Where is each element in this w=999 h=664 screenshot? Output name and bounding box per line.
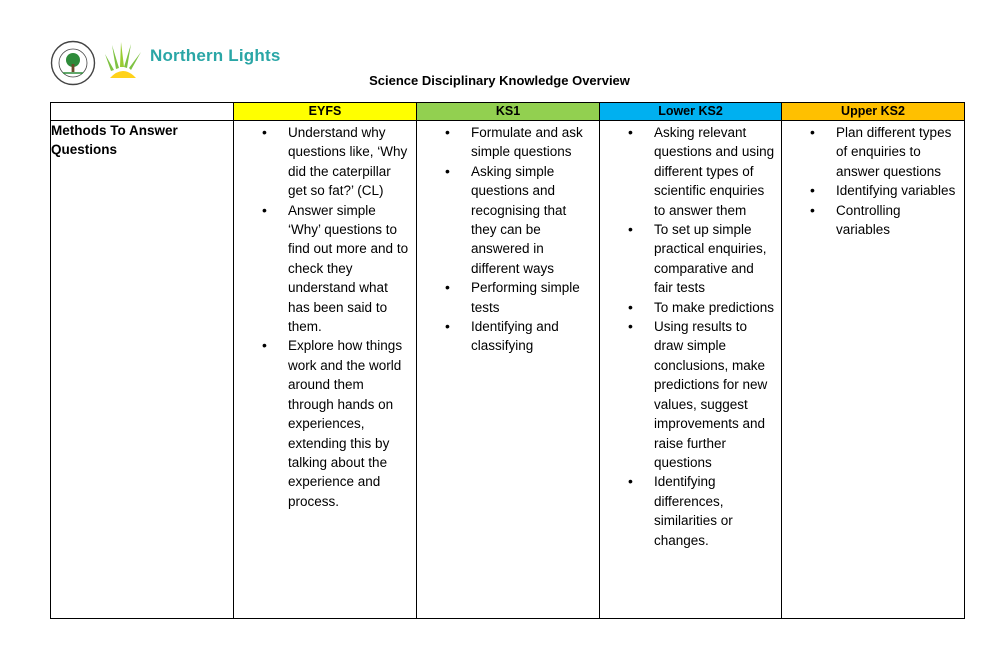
eyfs-list xyxy=(234,123,416,511)
list-item: • Explore how things work and the world around them through hands on experiences, extending this by talking about the experience and process. xyxy=(234,336,416,511)
list-item: • Asking relevant questions and using different types of scientific enquiries to answer them xyxy=(600,123,781,220)
list-item: • To make predictions xyxy=(600,298,781,317)
list-item: • Asking simple questions and recognising that they can be answered in different ways xyxy=(417,162,599,278)
header-ks1: KS1 xyxy=(417,103,600,121)
cell-ks1 xyxy=(417,121,600,619)
ks1-list xyxy=(417,123,599,356)
list-item: • Using results to draw simple conclusions, make predictions for new values, suggest improvements and raise further questions xyxy=(600,317,781,472)
page-title: Science Disciplinary Knowledge Overview xyxy=(369,73,630,88)
table-row xyxy=(51,121,965,619)
list-item: • To set up simple practical enquiries, comparative and fair tests xyxy=(600,220,781,298)
lower-ks2-list xyxy=(600,123,781,550)
list-item: • Formulate and ask simple questions xyxy=(417,123,599,162)
cell-upper-ks2 xyxy=(782,121,965,619)
header-blank xyxy=(51,103,234,121)
header-eyfs: EYFS xyxy=(234,103,417,121)
list-item: • Performing simple tests xyxy=(417,278,599,317)
cell-lower-ks2 xyxy=(600,121,782,619)
header-lower-ks2: Lower KS2 xyxy=(600,103,782,121)
header-upper-ks2: Upper KS2 xyxy=(782,103,965,121)
list-item: • Answer simple ‘Why’ questions to find out more and to check they understand what has been said to them. xyxy=(234,201,416,337)
table-header-row xyxy=(51,103,965,121)
list-item: • Understand why questions like, ‘Why did the caterpillar get so fat?’ (CL) xyxy=(234,123,416,201)
row-heading: Methods To Answer Questions xyxy=(51,121,234,619)
cell-eyfs xyxy=(234,121,417,619)
upper-ks2-list xyxy=(782,123,964,239)
list-item: • Identifying variables xyxy=(782,181,964,200)
list-item: • Identifying differences, similarities or changes. xyxy=(600,472,781,550)
list-item: • Plan different types of enquiries to answer questions xyxy=(782,123,964,181)
list-item: • Controlling variables xyxy=(782,201,964,240)
brand-name: Northern Lights xyxy=(150,46,281,65)
knowledge-table xyxy=(50,102,965,619)
list-item: • Identifying and classifying xyxy=(417,317,599,356)
